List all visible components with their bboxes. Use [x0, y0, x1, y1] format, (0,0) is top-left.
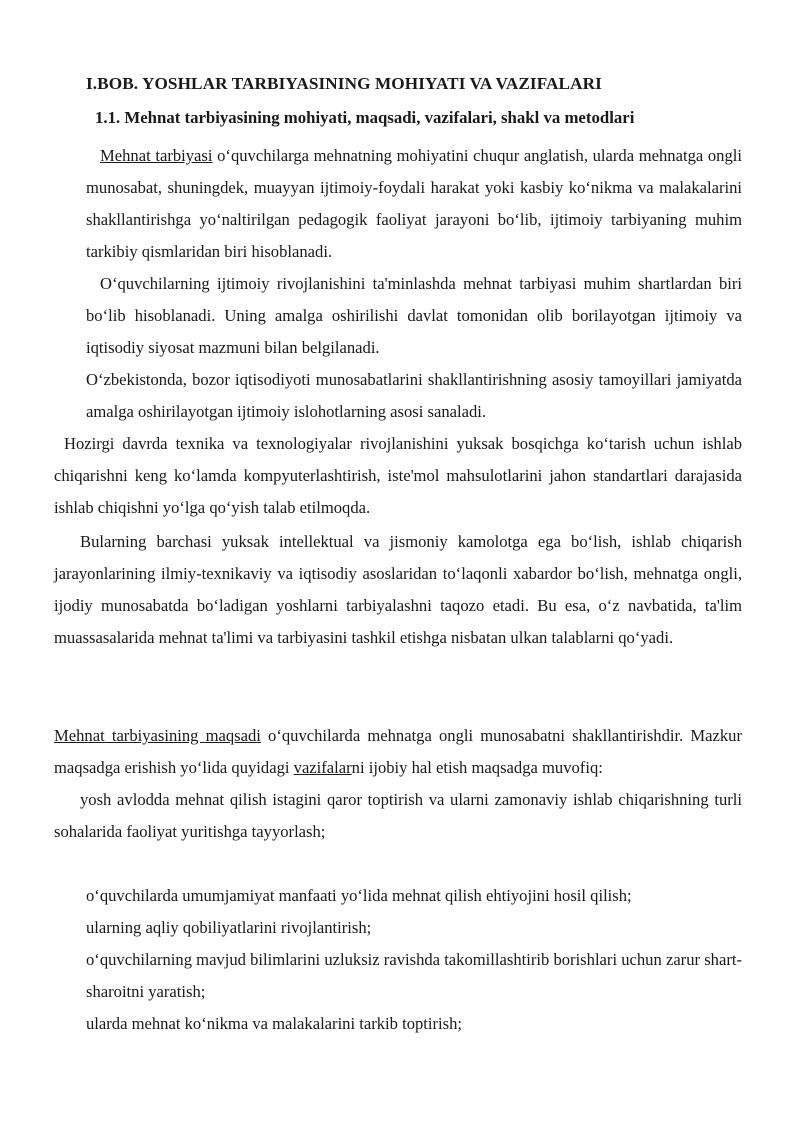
section-heading: 1.1. Mehnat tarbiyasining mohiyati, maqsadi, vazifalari, shakl va metodlari — [95, 108, 635, 127]
chapter-heading: I.BOB. YOSHLAR TARBIYASINING MOHIYATI VA VAZIFALARI — [86, 74, 602, 93]
paragraph-6 — [54, 720, 742, 784]
paragraph-4: Hozirgi davrda texnika va texnologiyalar rivojlanishini yuksak bosqichga koʻtarish uchun ishlab chiqarishni keng koʻlamda kompyuterlashtirish, iste'mol mahsulotlarini jahon standartlari darajasida ishlab chiqishni yoʻlga qoʻyish talab etilmoqda. — [54, 434, 742, 517]
paragraph-5: Bularning barchasi yuksak intellektual va jismoniy kamolotga ega boʻlish, ishlab chiqarish jarayonlarining ilmiy-texnikaviy va iqtisodiy asoslaridan toʻlaqonli xabardor boʻlish, mehnatga ongli, ijodiy munosabatda boʻladigan yoshlarni tarbiyalashni taqozo etadi. Bu esa, oʻz navbatida, ta'lim muassasalarida mehnat ta'limi va tarbiyasini tashkil etishga nisbatan ulkan talablarni qoʻyadi. — [54, 532, 742, 647]
term-mehnat-tarbiyasining-maqsadi: Mehnat tarbiyasining maqsadi — [54, 726, 261, 745]
paragraph-6-text-2: ni ijobiy hal etish maqsadga muvofiq: — [351, 758, 603, 777]
list-item: oʻquvchilarda umumjamiyat manfaati yoʻlida mehnat qilish ehtiyojini hosil qilish; — [86, 886, 632, 905]
list-item: ularning aqliy qobiliyatlarini rivojlantirish; — [86, 918, 372, 937]
paragraph-6-text-1: oʻquvchilarda mehnatga ongli munosabatni shakllantirishdir. Mazkur maqsadga erishish yoʻlida quyidagi — [54, 726, 742, 777]
list-item: oʻquvchilarning mavjud bilimlarini uzluksiz ravishda takomillashtirib borishlari uchun zarur shart-sharoitni yaratish; — [86, 950, 742, 1001]
term-mehnat-tarbiyasi: Mehnat tarbiyasi — [100, 146, 213, 165]
term-vazifalar: vazifalar — [293, 758, 352, 777]
list-item: ularda mehnat koʻnikma va malakalarini tarkib toptirish; — [86, 1014, 463, 1033]
paragraph-1 — [86, 140, 742, 268]
paragraph-2: Oʻquvchilarning ijtimoiy rivojlanishini ta'minlashda mehnat tarbiyasi muhim shartlardan biri boʻlib hisoblanadi. Uning amalga oshirilishi davlat tomonidan olib borilayotgan ijtimoiy va iqtisodiy siyosat mazmuni bilan belgilanadi. — [86, 274, 742, 357]
paragraph-1-text: oʻquvchilarga mehnatning mohiyatini chuqur anglatish, ularda mehnatga ongli munosabat, shuningdek, muayyan ijtimoiy-foydali harakat yoki kasbiy koʻnikma va malakalarini shakllantirishga yoʻnaltirilgan pedagogik faoliyat jarayoni boʻlib, ijtimoiy tarbiyaning muhim tarkibiy qismlaridan biri hisoblanadi. — [86, 146, 742, 261]
paragraph-3: Oʻzbekistonda, bozor iqtisodiyoti munosabatlarini shakllantirishning asosiy tamoyillari jamiyatda amalga oshirilayotgan ijtimoiy islohotlarning asosi sanaladi. — [86, 370, 742, 421]
paragraph-7: yosh avlodda mehnat qilish istagini qaror toptirish va ularni zamonaviy ishlab chiqarishning turli sohalarida faoliyat yuritishga tayyorlash; — [54, 790, 742, 841]
